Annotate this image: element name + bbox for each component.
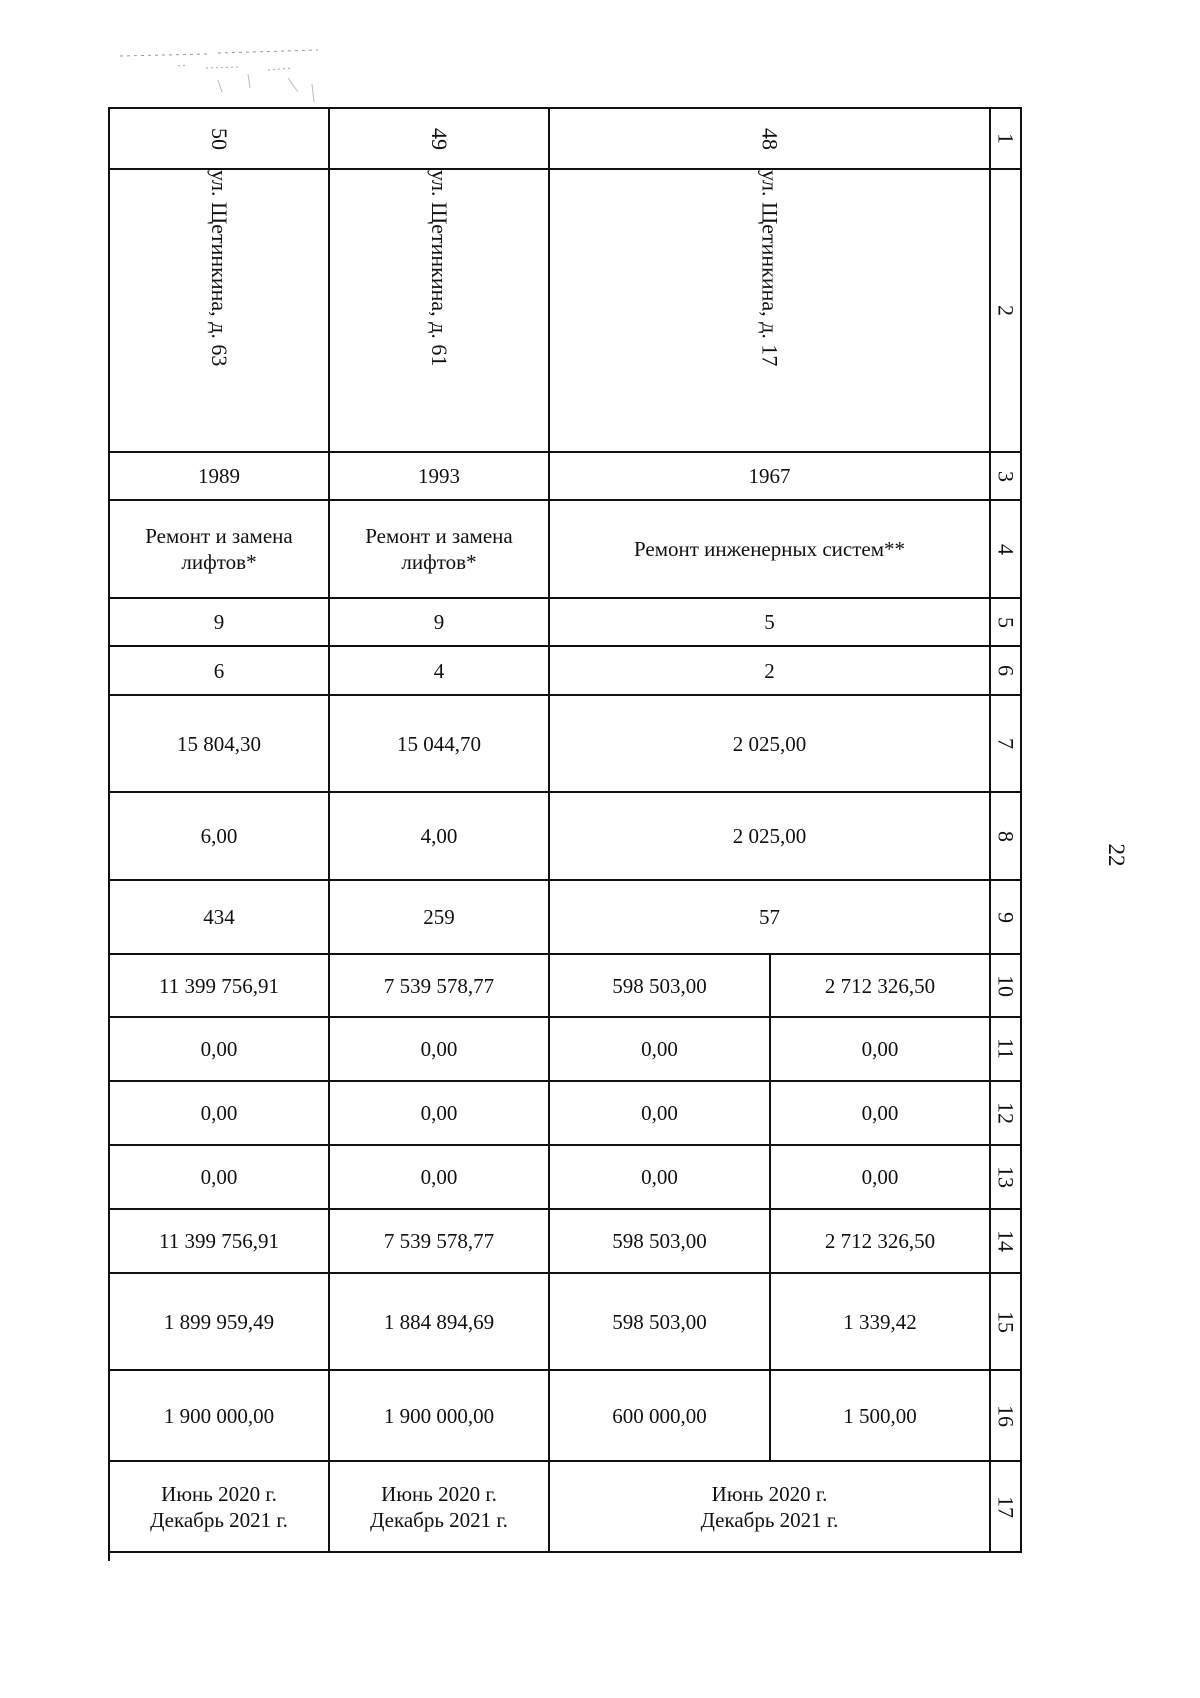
column-index: 1 — [991, 109, 1022, 170]
column-index: 8 — [991, 793, 1022, 881]
cell-floors: 5 — [550, 599, 991, 647]
cell-fund-12: 0,00 — [330, 1082, 550, 1146]
record-number: 50 — [207, 127, 232, 150]
cell-year: 1989 — [110, 453, 330, 501]
cell-area-work: 6,00 — [110, 793, 330, 881]
cell-work-type: Ремонт и замена лифтов* — [110, 501, 330, 599]
cell-floors: 9 — [110, 599, 330, 647]
column-index: 6 — [991, 647, 1022, 696]
cell-fund-13: 0,00 — [110, 1146, 330, 1210]
cell-fund-12: 0,00 — [550, 1082, 771, 1146]
cell-year: 1993 — [330, 453, 550, 501]
cell-area-work: 4,00 — [330, 793, 550, 881]
column-index: 15 — [991, 1274, 1022, 1371]
cell-num — [330, 109, 550, 170]
cell-fund-13: 0,00 — [771, 1146, 991, 1210]
cell-residents: 434 — [110, 881, 330, 955]
page-number: 22 — [1104, 843, 1129, 867]
cell-residents: 259 — [330, 881, 550, 955]
cell-entrances: 6 — [110, 647, 330, 696]
cell-entrances: 4 — [330, 647, 550, 696]
cell-period: Июнь 2020 г. Декабрь 2021 г. — [330, 1462, 550, 1553]
column-index: 3 — [991, 453, 1022, 501]
cell-entrances: 2 — [550, 647, 991, 696]
column-index: 5 — [991, 599, 1022, 647]
cell-cost-total: 11 399 756,91 — [110, 955, 330, 1018]
cell-year: 1967 — [550, 453, 991, 501]
cell-limit-cost: 1 500,00 — [771, 1371, 991, 1462]
cell-cost-total: 598 503,00 — [550, 955, 771, 1018]
cell-fund-14: 7 539 578,77 — [330, 1210, 550, 1274]
cell-limit-cost: 1 900 000,00 — [110, 1371, 330, 1462]
column-index: 13 — [991, 1146, 1022, 1210]
column-index: 10 — [991, 955, 1022, 1018]
scan-artifact — [118, 44, 328, 114]
cell-num — [110, 109, 330, 170]
cell-area-total: 15 804,30 — [110, 696, 330, 793]
cell-fund-11: 0,00 — [550, 1018, 771, 1082]
address: ул. Щетинкина, д. 63 — [207, 170, 232, 367]
data-table — [108, 107, 1022, 1561]
cell-unit-cost: 598 503,00 — [550, 1274, 771, 1371]
cell-area-work: 2 025,00 — [550, 793, 991, 881]
cell-fund-14: 598 503,00 — [550, 1210, 771, 1274]
cell-period: Июнь 2020 г. Декабрь 2021 г. — [110, 1462, 330, 1553]
cell-address — [330, 170, 550, 453]
column-index: 7 — [991, 696, 1022, 793]
cell-area-total: 15 044,70 — [330, 696, 550, 793]
column-index: 2 — [991, 170, 1022, 453]
column-index: 9 — [991, 881, 1022, 955]
column-index: 4 — [991, 501, 1022, 599]
address: ул. Щетинкина, д. 61 — [427, 170, 452, 367]
cell-fund-12: 0,00 — [771, 1082, 991, 1146]
cell-cost-total: 7 539 578,77 — [330, 955, 550, 1018]
cell-fund-14: 2 712 326,50 — [771, 1210, 991, 1274]
column-index: 11 — [991, 1018, 1022, 1082]
cell-fund-13: 0,00 — [550, 1146, 771, 1210]
cell-unit-cost: 1 884 894,69 — [330, 1274, 550, 1371]
cell-limit-cost: 600 000,00 — [550, 1371, 771, 1462]
column-index: 16 — [991, 1371, 1022, 1462]
record-number: 49 — [427, 127, 452, 150]
cell-work-type: Ремонт и замена лифтов* — [330, 501, 550, 599]
cell-fund-14: 11 399 756,91 — [110, 1210, 330, 1274]
cell-cost-total: 2 712 326,50 — [771, 955, 991, 1018]
cell-num — [550, 109, 991, 170]
cell-residents: 57 — [550, 881, 991, 955]
cell-period: Июнь 2020 г. Декабрь 2021 г. — [550, 1462, 991, 1553]
cell-unit-cost: 1 899 959,49 — [110, 1274, 330, 1371]
cell-floors: 9 — [330, 599, 550, 647]
cell-limit-cost: 1 900 000,00 — [330, 1371, 550, 1462]
cell-area-total: 2 025,00 — [550, 696, 991, 793]
cell-fund-11: 0,00 — [330, 1018, 550, 1082]
column-index: 12 — [991, 1082, 1022, 1146]
cell-fund-12: 0,00 — [110, 1082, 330, 1146]
record-number: 48 — [757, 127, 783, 150]
cell-work-type: Ремонт инженерных систем** — [550, 501, 991, 599]
column-index: 17 — [991, 1462, 1022, 1553]
cell-fund-11: 0,00 — [771, 1018, 991, 1082]
cell-unit-cost: 1 339,42 — [771, 1274, 991, 1371]
cell-fund-11: 0,00 — [110, 1018, 330, 1082]
address: ул. Щетинкина, д. 17 — [757, 170, 783, 367]
column-index: 14 — [991, 1210, 1022, 1274]
cell-address — [110, 170, 330, 453]
cell-fund-13: 0,00 — [330, 1146, 550, 1210]
cell-address — [550, 170, 991, 453]
